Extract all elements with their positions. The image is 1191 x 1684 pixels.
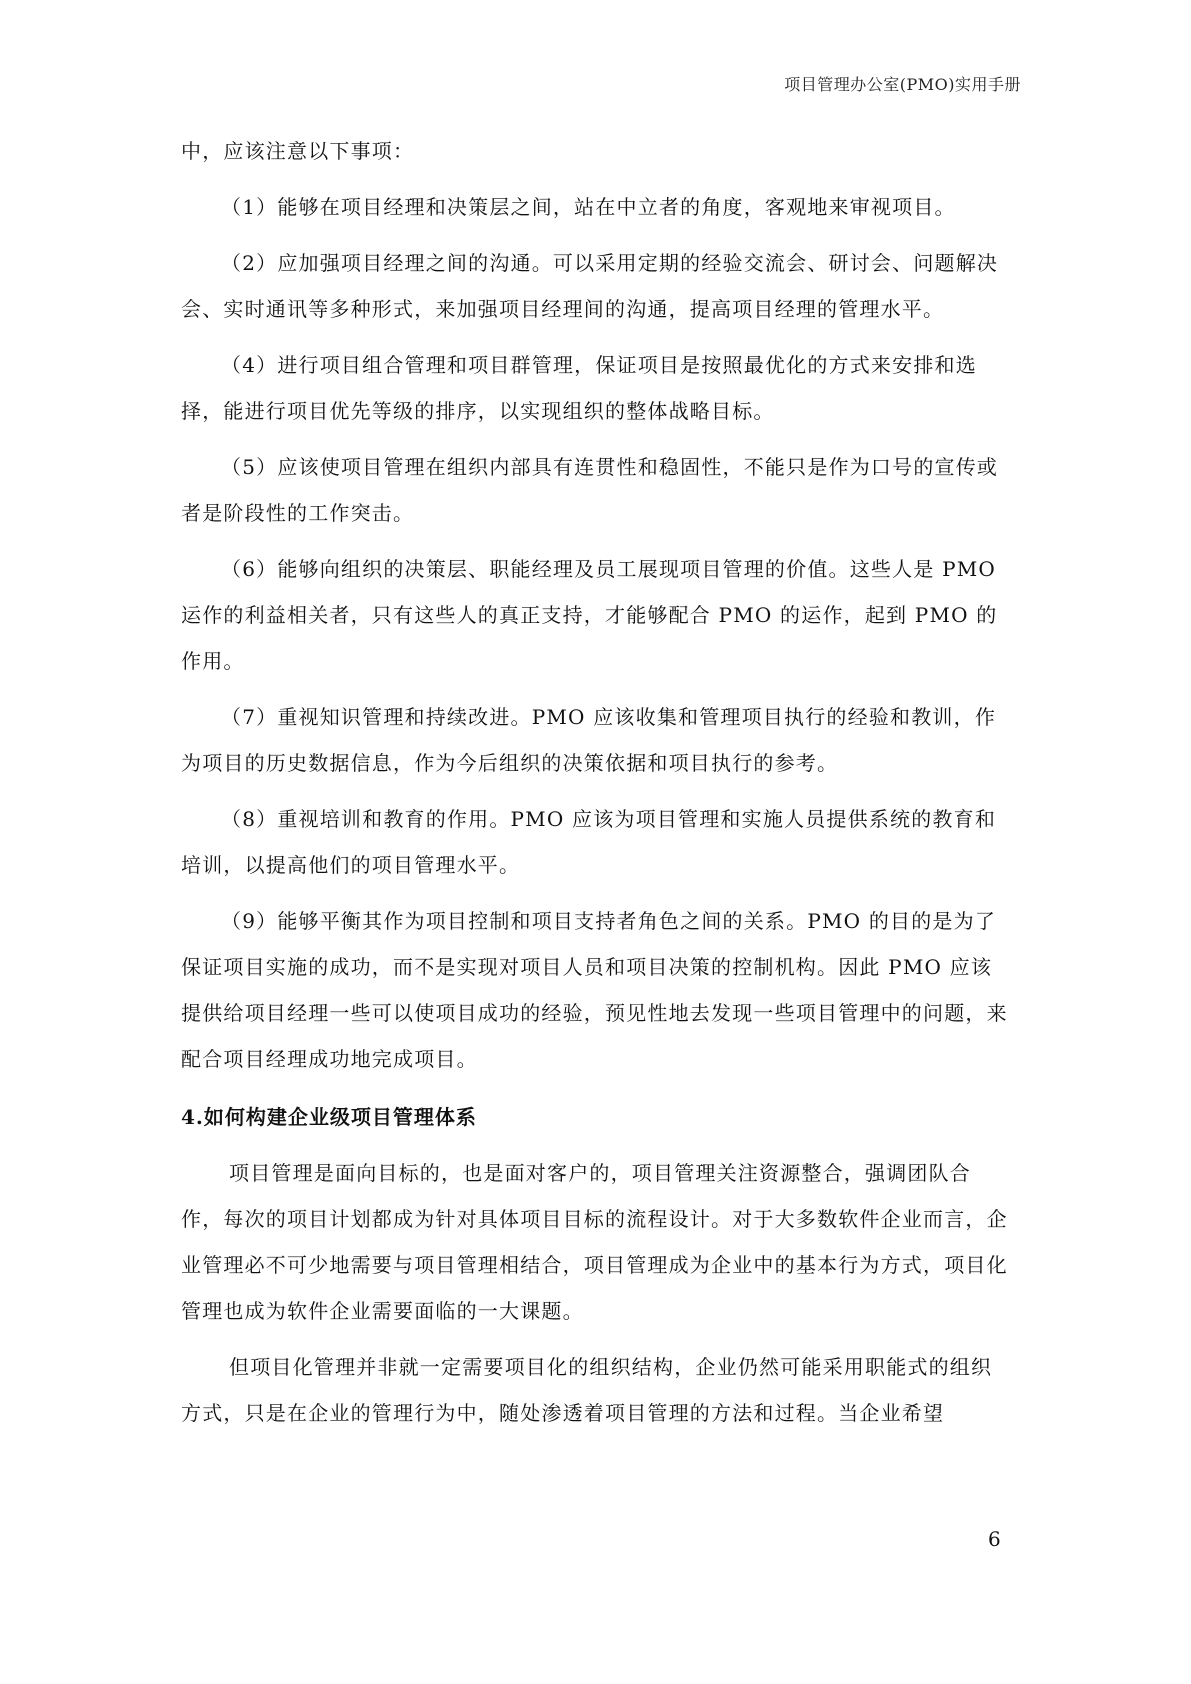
list-item: （7）重视知识管理和持续改进。PMO 应该收集和管理项目执行的经验和教训，作为项目的历史数据信息，作为今后组织的决策依据和项目执行的参考。 [181,705,997,775]
list-item: （6）能够向组织的决策层、职能经理及员工展现项目管理的价值。这些人是 PMO 运作的利益相关者，只有这些人的真正支持，才能够配合 PMO 的运作，起到 PMO 的作用。 [181,557,998,673]
running-header-title: 项目管理办公室(PMO)实用手册 [784,75,1021,94]
page-body [181,128,1011,1436]
list-item: （4）进行项目组合管理和项目群管理，保证项目是按照最优化的方式来安排和选择，能进行项目优先等级的排序，以实现组织的整体战略目标。 [181,353,977,423]
list-item: （2）应加强项目经理之间的沟通。可以采用定期的经验交流会、研讨会、问题解决会、实时通讯等多种形式，来加强项目经理间的沟通，提高项目经理的管理水平。 [181,251,999,321]
body-paragraph: 项目管理是面向目标的，也是面对客户的，项目管理关注资源整合，强调团队合作，每次的项目计划都成为针对具体项目目标的流程设计。对于大多数软件企业而言，企业管理必不可少地需要与项目管理相结合，项目管理成为企业中的基本行为方式，项目化管理也成为软件企业需要面临的一大课题。 [181,1161,1008,1323]
list-item: （1）能够在项目经理和决策层之间，站在中立者的角度，客观地来审视项目。 [221,195,956,219]
body-paragraph: 但项目化管理并非就一定需要项目化的组织结构，企业仍然可能采用职能式的组织方式，只是在企业的管理行为中，随处渗透着项目管理的方法和过程。当企业希望 [181,1355,993,1425]
list-item: （5）应该使项目管理在组织内部具有连贯性和稳固性，不能只是作为口号的宣传或者是阶段性的工作突击。 [181,455,999,525]
list-item: （8）重视培训和教育的作用。PMO 应该为项目管理和实施人员提供系统的教育和培训，以提高他们的项目管理水平。 [181,807,997,877]
intro-line: 中，应该注意以下事项： [181,139,415,163]
section-heading: 4.如何构建企业级项目管理体系 [181,1105,477,1129]
list-item: （9）能够平衡其作为项目控制和项目支持者角色之间的关系。PMO 的目的是为了保证项目实施的成功，而不是实现对项目人员和项目决策的控制机构。因此 PMO 应该提供给项目经理一些可以使项目成功的经验，预见性地去发现一些项目管理中的问题，来配合项目经理成功地完成项目。 [181,909,1008,1071]
page-number: 6 [988,1527,1001,1551]
